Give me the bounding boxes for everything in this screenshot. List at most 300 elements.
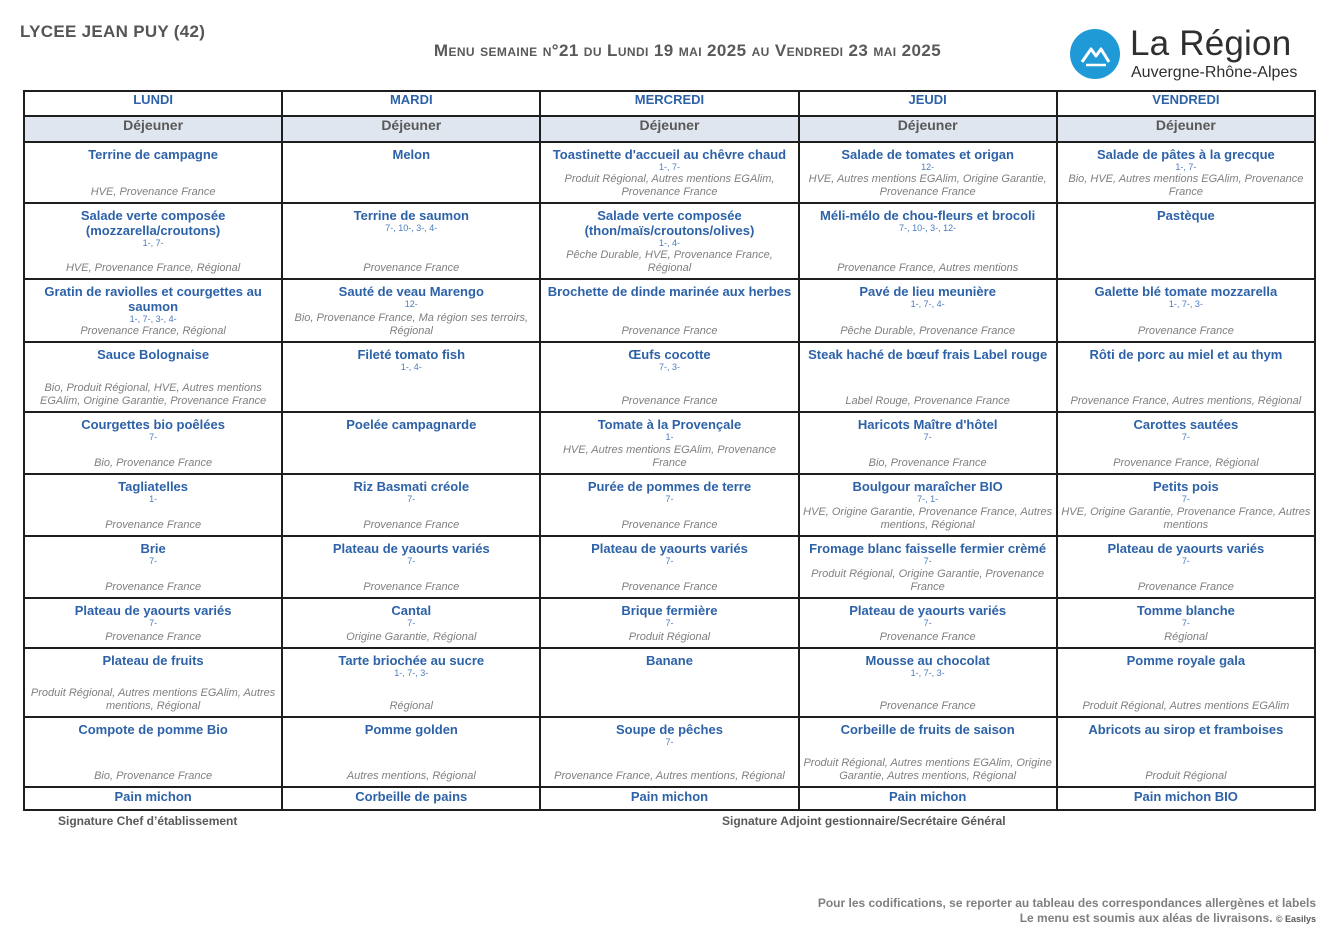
allergen-codes: 7- xyxy=(665,737,674,747)
bread-row xyxy=(24,787,1315,810)
dish-name: Salade verte composée (mozzarella/croutons) xyxy=(80,208,226,238)
menu-cell-content xyxy=(286,537,536,597)
allergen-codes: 7- xyxy=(149,556,158,566)
bread-cell xyxy=(540,787,798,810)
dish-name: Sauce Bolognaise xyxy=(97,347,210,362)
dish-labels: Provenance France, Régional xyxy=(1113,457,1259,469)
menu-cell xyxy=(282,536,540,598)
menu-cell-top xyxy=(365,718,458,737)
menu-cell-content xyxy=(1061,475,1311,535)
bread-cell xyxy=(282,787,540,810)
dish-labels: Provenance France, Autres mentions, Régional xyxy=(554,770,785,782)
menu-cell xyxy=(282,717,540,787)
menu-cell-top xyxy=(866,649,990,679)
dish-labels: Régional xyxy=(389,700,433,712)
dish-name: Plateau de fruits xyxy=(102,653,204,668)
dish-labels: HVE, Provenance France xyxy=(90,186,216,198)
menu-cell-top xyxy=(393,143,431,162)
menu-cell-content xyxy=(286,204,536,278)
menu-cell xyxy=(1057,279,1315,342)
dish-labels: Origine Garantie, Régional xyxy=(346,631,477,643)
bread-cell xyxy=(24,787,282,810)
menu-cell-content xyxy=(1061,537,1311,597)
menu-row xyxy=(24,536,1315,598)
menu-cell-content xyxy=(286,343,536,411)
menu-cell-top xyxy=(81,413,225,443)
dish-name: Courgettes bio poêlées xyxy=(81,417,225,432)
dish-labels: Bio, Provenance France xyxy=(868,457,987,469)
menu-cell xyxy=(1057,342,1315,412)
dish-labels: Produit Régional, Autres mentions EGAlim, Autres mentions, Régional xyxy=(30,687,276,712)
menu-row xyxy=(24,279,1315,342)
menu-cell-top xyxy=(621,599,717,629)
dish-name: Cantal xyxy=(391,603,432,618)
menu-cell xyxy=(24,648,282,717)
menu-cell-top xyxy=(1127,649,1246,668)
menu-cell xyxy=(24,717,282,787)
menu-cell xyxy=(282,412,540,474)
dish-labels: Produit Régional, Autres mentions EGAlim xyxy=(1082,700,1290,712)
dish-labels: Provenance France xyxy=(1137,581,1234,593)
menu-cell-content xyxy=(544,143,794,202)
allergen-codes: 7-, 10-, 3-, 4- xyxy=(385,223,438,233)
menu-cell-top xyxy=(820,204,1035,234)
menu-cell xyxy=(540,648,798,717)
dish-name: Terrine de saumon xyxy=(353,208,469,223)
menu-cell-top xyxy=(75,599,232,629)
dish-name: Terrine de campagne xyxy=(88,147,218,162)
menu-cell-content xyxy=(544,280,794,341)
dish-labels: Pêche Durable, HVE, Provenance France, Régional xyxy=(566,249,773,274)
dish-name: Purée de pommes de terre xyxy=(587,479,752,494)
menu-cell xyxy=(799,342,1057,412)
menu-cell xyxy=(540,598,798,648)
menu-row xyxy=(24,142,1315,203)
allergen-codes: 1-, 7-, 3- xyxy=(394,668,429,678)
menu-cell-content xyxy=(28,475,278,535)
menu-cell-top xyxy=(338,649,484,679)
menu-cell-content xyxy=(544,718,794,786)
allergen-codes: 7- xyxy=(407,618,416,628)
menu-cell xyxy=(540,536,798,598)
dish-name: Boulgour maraîcher BIO xyxy=(852,479,1003,494)
menu-cell xyxy=(799,598,1057,648)
allergen-codes: 1-, 7-, 3- xyxy=(910,668,945,678)
menu-cell xyxy=(1057,717,1315,787)
dish-labels: Provenance France xyxy=(621,519,718,531)
region-logo-icon xyxy=(1070,29,1120,79)
menu-cell xyxy=(24,474,282,536)
dish-name: Gratin de raviolles et courgettes au saumon xyxy=(44,284,262,314)
menu-cell-content xyxy=(803,204,1053,278)
menu-cell-top xyxy=(140,537,165,567)
menu-row xyxy=(24,648,1315,717)
allergen-codes: 12- xyxy=(404,299,418,309)
menu-cell-top xyxy=(588,475,751,505)
menu-cell xyxy=(282,142,540,203)
menu-cell-content xyxy=(286,143,536,202)
menu-cell-top xyxy=(548,280,791,299)
meal-header: Déjeuner xyxy=(540,116,798,142)
dish-name: Sauté de veau Marengo xyxy=(338,284,484,299)
menu-cell-top xyxy=(118,475,188,505)
allergen-codes: 7- xyxy=(1181,494,1190,504)
bread-cell xyxy=(1057,787,1315,810)
menu-cell xyxy=(1057,203,1315,279)
allergen-codes: 7- xyxy=(665,494,674,504)
dish-name: Mousse au chocolat xyxy=(865,653,990,668)
footer-codifications: Pour les codifications, se reporter au tableau des correspondances allergènes et labels xyxy=(817,896,1316,910)
dish-name: Soupe de pêches xyxy=(616,722,723,737)
menu-cell xyxy=(799,142,1057,203)
dish-name: Œufs cocotte xyxy=(628,347,711,362)
dish-labels: Produit Régional, Origine Garantie, Provenance France xyxy=(811,568,1045,593)
menu-cell xyxy=(799,474,1057,536)
menu-cell xyxy=(24,203,282,279)
menu-cell-top xyxy=(346,413,476,432)
dish-labels: Provenance France xyxy=(879,700,976,712)
menu-cell-content xyxy=(544,599,794,647)
dish-labels: HVE, Origine Garantie, Provenance France, Autres mentions xyxy=(1061,506,1311,531)
menu-cell-content xyxy=(28,343,278,411)
dish-labels: HVE, Autres mentions EGAlim, Provenance France xyxy=(562,444,776,469)
dish-name: Plateau de yaourts variés xyxy=(74,603,232,618)
menu-cell xyxy=(24,536,282,598)
dish-name: Toastinette d'accueil au chêvre chaud xyxy=(552,147,787,162)
menu-cell-content xyxy=(28,599,278,647)
menu-cell-content xyxy=(544,649,794,716)
menu-cell-content xyxy=(544,475,794,535)
dish-name: Brique fermière xyxy=(621,603,718,618)
menu-cell-top xyxy=(616,718,723,748)
menu-cell-content xyxy=(803,343,1053,411)
dish-labels: Bio, Provenance France xyxy=(94,770,213,782)
region-logo-subtitle: Auvergne-Rhône-Alpes xyxy=(1131,64,1298,81)
dish-labels: Bio, Produit Régional, HVE, Autres mentions EGAlim, Origine Garantie, Provenance France xyxy=(39,382,267,407)
meal-header: Déjeuner xyxy=(24,116,282,142)
menu-cell xyxy=(540,412,798,474)
menu-cell-content xyxy=(28,537,278,597)
menu-cell-top xyxy=(591,537,748,567)
dish-labels: Provenance France xyxy=(363,262,460,274)
dish-name: Riz Basmati créole xyxy=(353,479,470,494)
menu-cell-content xyxy=(544,413,794,473)
menu-cell-content xyxy=(286,475,536,535)
menu-title: Menu semaine n°21 du Lundi 19 mai 2025 au Vendredi 23 mai 2025 xyxy=(433,41,942,60)
menu-cell-content xyxy=(286,599,536,647)
dish-name: Pavé de lieu meunière xyxy=(859,284,996,299)
allergen-codes: 1-, 7-, 3-, 4- xyxy=(129,314,177,324)
dish-labels: Pêche Durable, Provenance France xyxy=(840,325,1016,337)
dish-name: Fromage blanc faisselle fermier crèmé xyxy=(809,541,1047,556)
menu-cell-content xyxy=(286,413,536,473)
region-logo xyxy=(1068,24,1338,86)
dish-name: Banane xyxy=(645,653,693,668)
menu-cell-top xyxy=(849,599,1006,629)
menu-row xyxy=(24,203,1315,279)
dish-labels: Provenance France xyxy=(105,631,202,643)
menu-cell xyxy=(799,203,1057,279)
menu-cell-content xyxy=(1061,343,1311,411)
allergen-codes: 7- xyxy=(923,556,932,566)
dish-labels: Provenance France xyxy=(105,519,202,531)
allergen-codes: 1-, 4- xyxy=(400,362,422,372)
dish-labels: Provenance France xyxy=(1137,325,1234,337)
dish-name: Méli-mélo de chou-fleurs et brocoli xyxy=(820,208,1036,223)
allergen-codes: 7- xyxy=(923,618,932,628)
dish-name: Salade de tomates et origan xyxy=(841,147,1014,162)
menu-cell-content xyxy=(28,280,278,341)
menu-cell xyxy=(1057,474,1315,536)
dish-labels: Bio, HVE, Autres mentions EGAlim, Provenance France xyxy=(1068,173,1304,198)
meal-header: Déjeuner xyxy=(799,116,1057,142)
menu-cell-content xyxy=(1061,280,1311,341)
menu-cell-top xyxy=(808,343,1047,362)
menu-cell xyxy=(282,342,540,412)
menu-cell-top xyxy=(841,143,1014,173)
menu-cell xyxy=(282,598,540,648)
menu-cell-content xyxy=(286,280,536,341)
dish-labels: Provenance France, Régional xyxy=(80,325,226,337)
dish-name: Galette blé tomate mozzarella xyxy=(1094,284,1278,299)
day-header: MERCREDI xyxy=(540,91,798,116)
menu-cell-content xyxy=(1061,413,1311,473)
menu-cell xyxy=(540,342,798,412)
meal-header-row xyxy=(24,116,1315,142)
dish-name: Petits pois xyxy=(1153,479,1219,494)
dish-labels: Produit Régional xyxy=(1145,770,1227,782)
menu-cell-top xyxy=(103,649,204,668)
menu-cell-content xyxy=(1061,599,1311,647)
dish-name: Haricots Maître d'hôtel xyxy=(857,417,998,432)
allergen-codes: 7-, 1- xyxy=(917,494,939,504)
dish-labels: Provenance France xyxy=(621,395,718,407)
menu-cell-content xyxy=(28,143,278,202)
allergen-codes: 1- xyxy=(149,494,158,504)
menu-cell-content xyxy=(803,537,1053,597)
menu-cell-top xyxy=(1088,718,1283,737)
menu-cell-content xyxy=(544,204,794,278)
menu-cell xyxy=(24,412,282,474)
menu-cell-content xyxy=(803,599,1053,647)
menu-cell-top xyxy=(646,649,693,668)
menu-cell xyxy=(540,474,798,536)
menu-cell-top xyxy=(1157,204,1215,223)
menu-cell-content xyxy=(28,649,278,716)
dish-name: Carottes sautées xyxy=(1133,417,1239,432)
bread-name: Pain michon xyxy=(630,789,709,804)
menu-cell xyxy=(1057,598,1315,648)
allergen-codes: 1-, 7-, 3- xyxy=(1168,299,1203,309)
menu-row xyxy=(24,342,1315,412)
dish-name: Plateau de yaourts variés xyxy=(332,541,490,556)
allergen-codes: 7-, 3- xyxy=(658,362,680,372)
allergen-codes: 7- xyxy=(1181,556,1190,566)
bread-name: Pain michon xyxy=(889,789,967,804)
allergen-codes: 7- xyxy=(407,556,416,566)
menu-row xyxy=(24,412,1315,474)
menu-cell-content xyxy=(28,413,278,473)
menu-cell xyxy=(282,474,540,536)
dish-labels: Autres mentions, Régional xyxy=(346,770,476,782)
signature-right: Signature Adjoint gestionnaire/Secrétaire Général xyxy=(722,814,1006,828)
day-header: VENDREDI xyxy=(1057,91,1315,116)
menu-cell xyxy=(799,536,1057,598)
dish-name: Plateau de yaourts variés xyxy=(849,603,1007,618)
menu-cell-top xyxy=(28,204,278,249)
dish-labels: Provenance France xyxy=(879,631,976,643)
dish-name: Brie xyxy=(140,541,166,556)
dish-name: Pastèque xyxy=(1156,208,1215,223)
dish-labels: Provenance France xyxy=(621,581,718,593)
menu-cell-content xyxy=(286,718,536,786)
dish-name: Salade verte composée (thon/maïs/croutons/olives) xyxy=(584,208,755,238)
menu-cell-content xyxy=(803,649,1053,716)
footer-delivery xyxy=(1020,911,1316,925)
signature-left: Signature Chef d’établissement xyxy=(58,814,238,828)
menu-cell xyxy=(799,279,1057,342)
dish-labels: Bio, Provenance France, Ma région ses terroirs, Régional xyxy=(294,312,529,337)
menu-cell-content xyxy=(1061,649,1311,716)
dish-name: Poelée campagnarde xyxy=(346,417,477,432)
dish-name: Melon xyxy=(392,147,431,162)
menu-cell-top xyxy=(28,280,278,325)
menu-cell-top xyxy=(354,204,469,234)
dish-labels: Produit Régional xyxy=(628,631,711,643)
menu-cell xyxy=(540,717,798,787)
school-name: LYCEE JEAN PUY (42) xyxy=(20,22,206,41)
day-header-row xyxy=(24,91,1315,116)
menu-cell-top xyxy=(88,143,218,162)
menu-cell-top xyxy=(97,343,209,362)
menu-cell-top xyxy=(391,599,431,629)
menu-cell-content xyxy=(286,649,536,716)
meal-header: Déjeuner xyxy=(1057,116,1315,142)
bread-name: Pain michon xyxy=(114,789,192,804)
copyright: © Easilys xyxy=(1275,914,1316,924)
menu-cell-top xyxy=(1097,143,1275,173)
menu-cell-top xyxy=(628,343,710,373)
dish-labels: HVE, Provenance France, Régional xyxy=(65,262,241,274)
allergen-codes: 7- xyxy=(1181,618,1190,628)
allergen-codes: 7- xyxy=(149,432,158,442)
menu-cell-top xyxy=(598,413,742,443)
dish-labels: Produit Régional, Autres mentions EGAlim, Provenance France xyxy=(564,173,775,198)
dish-name: Fileté tomato fish xyxy=(357,347,466,362)
menu-body xyxy=(24,142,1315,787)
menu-cell-top xyxy=(853,475,1003,505)
dish-name: Pomme golden xyxy=(364,722,458,737)
menu-cell xyxy=(1057,412,1315,474)
menu-cell-content xyxy=(544,537,794,597)
menu-cell xyxy=(282,279,540,342)
allergen-codes: 7- xyxy=(149,618,158,628)
allergen-codes: 1-, 7- xyxy=(1175,162,1197,172)
menu-cell-top xyxy=(1094,280,1277,310)
region-logo-name: La Région xyxy=(1130,24,1292,63)
dish-labels: Provenance France, Autres mentions, Régional xyxy=(1070,395,1302,407)
dish-labels: Provenance France xyxy=(621,325,718,337)
menu-cell xyxy=(540,203,798,279)
dish-name: Plateau de yaourts variés xyxy=(1107,541,1265,556)
dish-name: Plateau de yaourts variés xyxy=(591,541,748,556)
allergen-codes: 7-, 10-, 3-, 12- xyxy=(899,223,957,233)
dish-labels: Produit Régional, Autres mentions EGAlim, Origine Garantie, Autres mentions, Régional xyxy=(803,757,1052,782)
menu-cell xyxy=(24,598,282,648)
menu-cell xyxy=(1057,648,1315,717)
menu-cell-top xyxy=(1089,343,1282,362)
dish-name: Salade de pâtes à la grecque xyxy=(1097,147,1275,162)
dish-name: Tagliatelles xyxy=(118,479,189,494)
menu-cell-top xyxy=(353,475,469,505)
day-header: MARDI xyxy=(282,91,540,116)
dish-labels: Bio, Provenance France xyxy=(94,457,213,469)
menu-cell xyxy=(282,648,540,717)
dish-name: Corbeille de fruits de saison xyxy=(840,722,1015,737)
allergen-codes: 1-, 7-, 4- xyxy=(910,299,945,309)
day-header: LUNDI xyxy=(24,91,282,116)
menu-cell xyxy=(1057,536,1315,598)
menu-cell xyxy=(799,412,1057,474)
allergen-codes: 7- xyxy=(1181,432,1190,442)
menu-row xyxy=(24,474,1315,536)
allergen-codes: 7- xyxy=(923,432,932,442)
menu-row xyxy=(24,717,1315,787)
menu-cell-content xyxy=(803,280,1053,341)
dish-labels: Provenance France, Autres mentions xyxy=(837,262,1019,274)
menu-cell-top xyxy=(859,280,996,310)
dish-labels: Provenance France xyxy=(363,581,460,593)
menu-cell xyxy=(282,203,540,279)
bread-name: Corbeille de pains xyxy=(355,789,468,804)
menu-cell-content xyxy=(544,343,794,411)
menu-cell xyxy=(24,279,282,342)
day-header: JEUDI xyxy=(799,91,1057,116)
bread-name: Pain michon BIO xyxy=(1133,789,1238,804)
allergen-codes: 7- xyxy=(665,556,674,566)
menu-cell-content xyxy=(28,204,278,278)
menu-cell xyxy=(799,717,1057,787)
allergen-codes: 7- xyxy=(407,494,416,504)
dish-labels: Label Rouge, Provenance France xyxy=(845,395,1010,407)
menu-cell xyxy=(540,142,798,203)
menu-cell-content xyxy=(803,475,1053,535)
menu-cell xyxy=(540,279,798,342)
menu-cell-top xyxy=(357,343,465,373)
menu-cell-content xyxy=(1061,143,1311,202)
dish-labels: HVE, Autres mentions EGAlim, Origine Garantie, Provenance France xyxy=(808,173,1047,198)
dish-labels: Provenance France xyxy=(105,581,202,593)
menu-cell-top xyxy=(1153,475,1219,505)
meal-header: Déjeuner xyxy=(282,116,540,142)
menu-cell-content xyxy=(28,718,278,786)
menu-cell xyxy=(1057,142,1315,203)
dish-name: Steak haché de bœuf frais Label rouge xyxy=(808,347,1048,362)
menu-cell-content xyxy=(1061,718,1311,786)
menu-cell-top xyxy=(841,718,1015,737)
menu-cell-content xyxy=(1061,204,1311,278)
menu-cell-top xyxy=(333,537,490,567)
bread-cell xyxy=(799,787,1057,810)
allergen-codes: 1-, 7- xyxy=(142,238,164,248)
menu-cell xyxy=(24,142,282,203)
dish-name: Abricots au sirop et framboises xyxy=(1088,722,1284,737)
menu-cell-top xyxy=(553,143,786,173)
menu-table xyxy=(23,90,1316,811)
menu-cell-top xyxy=(1107,537,1264,567)
menu-cell-top xyxy=(858,413,998,443)
dish-name: Tomate à la Provençale xyxy=(597,417,742,432)
